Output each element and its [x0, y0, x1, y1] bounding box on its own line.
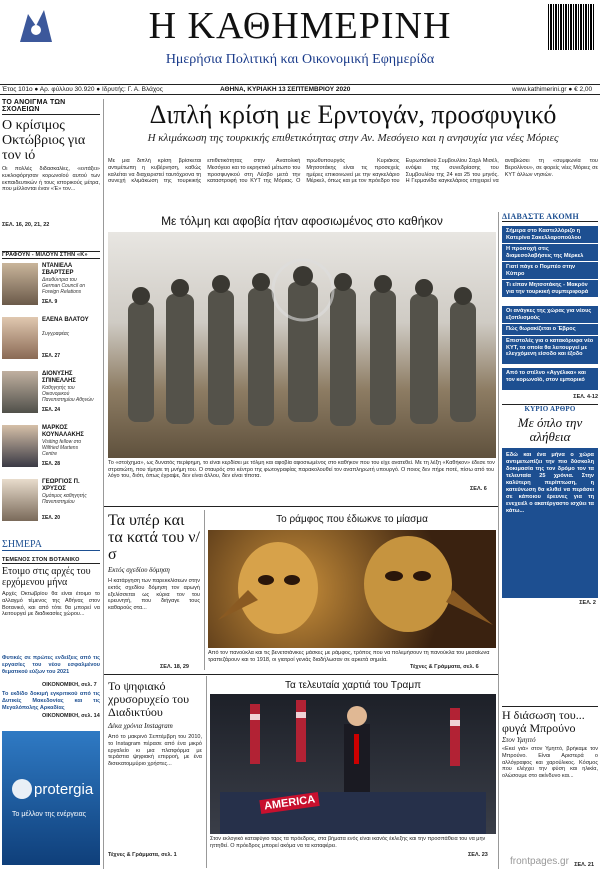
- instagram-story-sub: Δέκα χρόνια Instagram: [108, 722, 173, 730]
- author-item: ΝΤΑΝΙΕΛΑ ΣΒΑΡΤΣΕΡ Διευθύντρια του German Council on Foreign Relations ΣΕΛ. 9: [2, 263, 94, 307]
- main-headline: Διπλή κρίση με Ερντογάν, προσφυγικό: [149, 100, 557, 129]
- ad-slogan: Το μέλλον της ενέργειας: [12, 811, 87, 818]
- list-item: Πώς θωρακίζεται ο Έβρος: [502, 324, 598, 335]
- ad-brand: protergia: [34, 781, 94, 798]
- issue-date: ΑΘΗΝΑ, ΚΥΡΙΑΚΗ 13 ΣΕΠΤΕΜΒΡΙΟΥ 2020: [220, 86, 351, 93]
- bullet-text: Φυτικές σε πρώτες ενδείξεις από τις εργασίες του νέου εσφαλμένου θεματικού εύζων του 2021: [2, 655, 100, 675]
- simera-bullet: [2, 691, 100, 711]
- authors-section-head: ΓΡΑΦΟΥΝ - ΜΙΛΟΥΝ ΣΤΗΝ «Κ»: [2, 251, 100, 259]
- main-story-body: Με μια διπλή κρίση βρίσκεται αντιμέτωπη η κυβέρνηση, καθώς καλείται να διαχειριστεί ταυτόχρονα τη συνεχή κλιμάκωση της τουρκικής επιθετικότητας στην Ανατολική Μεσόγειο και το εκρηκτικό μέτωπο του προσφυγικού στη Λέσβο μετά την καταστροφή του ΚΥΤ της Μόριας. Ο πρωθυπουργός Κυριάκος Μητσοτάκης είναι τις προσεχείς ημέρες επικοινωνεί με την καγκελάριο Μέρκελ, όπως και με τον πρόεδρο του Ευρωπαϊκού Συμβουλίου Σαρλ Μισέλ, ενόψει της συνεδρίασης του Συμβουλίου της 24 και 25 του μηνός. Η Γερμανίδα καγκελάριος επιχειρεί να αναβιώσει τη «συμφωνία του Βερολίνου», σε φορείς νέες Μόριες σε ΚΥΤ άλλων νησιών.: [108, 158, 598, 185]
- masks-photo-caption: Από τον πανούκλα και τις βενετσιάνικες μάσκες με ράμφος, τρόπος που να πολεμήσουν τη πανούκλα του μεσαίωνα τραπεζάρουν και το 1918, οι γιατροί γενιάς διαδήλωσαν σε αρκετά σημεία.: [208, 650, 490, 663]
- building-story-sub: Εκτός σχεδίου δόμηση: [108, 566, 170, 574]
- list-item: Από το στέλνο «Αγγέλικα» και τον κορωνοϊό, στον εμπορικό: [502, 368, 598, 390]
- column-divider: [206, 676, 207, 868]
- trump-photo-caption: Στον εκλογικό καταφύγιο ταρς τα πρόεδρος, στα βήματα ενός είναι ικανός έκλεξης και την προσπάθεια του να μην ηττηθεί. Ο πρόεδρος μπορεί ακόμα να τα καταφέρει.: [210, 836, 486, 849]
- simera-body: Αρχές Οκτωβρίου θα είναι έτοιμο το αλλαγμό τέμενος της Αθήνας στον Βοτανικό, και από τότε θα μπορεί να λειτουργεί με διαδικασίες χώρου...: [2, 591, 100, 618]
- left-column: [2, 99, 100, 869]
- instagram-story-ref: Τέχνες & Γράμματα, σελ. 1: [108, 852, 177, 858]
- avatar: [2, 425, 38, 467]
- avatar: [2, 317, 38, 359]
- divider: [104, 674, 498, 675]
- bullet-text: Το εκδίδο δοκιμή εγκριτικού από τις Δυτικές Μακεδονίας και τις Μεγαλόπολης Αρκαδίας: [2, 691, 100, 711]
- kyrio-arthro-ref: ΣΕΛ. 2: [579, 600, 596, 606]
- logo-emblem-icon: [14, 6, 58, 48]
- building-story-body: Η κατάργηση των παρεκκλίσεων στην εκτός σχεδίου δόμηση τον αρωγή εξελίσσεται ως κύρια τον του ερευνητή, που διήγαγε τους καθαρούς στα...: [108, 578, 200, 612]
- list-item: Η προσοχή στις διαμεσολαβήσεις της Μέρκελ: [502, 244, 598, 261]
- instagram-story-body: Από το μακρινό Σεπτέμβρη του 2010, το Instagram πέρασε από ένα μικρό εργαλείο κι μια πλατφόρμα με τεράστια ψηφιακή επιρροή, με ένα δισεκατομμύριο χρήστες...: [108, 734, 202, 768]
- diabaste-ref: ΣΕΛ. 4-12: [573, 394, 598, 400]
- bruno-body: «Εκεί γιά» στον Υμηττό, βρήκαμε τον Μπρούνο. Είναι Αριστερά ο αλλόγραφος και χαρούλικος. Κόσμος που ελέγχει την φύση και ηλικία, ολώσουμε στο ακίνδυνο και...: [502, 746, 598, 780]
- divider: [104, 506, 498, 507]
- school-story-body: Οι πολλές διδασκαλίες, «εντάξει» κυκλοφόρησαν κορωνοϊού αυτού των εκπαιδευτικών ή τους ιστορικούς μέτρα, που μέλλονται έναν «Έ» τον...: [2, 166, 100, 193]
- soldiers-photo: [108, 232, 496, 458]
- list-item: Σήμερα στο Καστελλόριζο η Κατερίνα Σακελλαροπούλου: [502, 226, 598, 243]
- avatar: [2, 371, 38, 413]
- main-photo-caption: Το «στοίχημα», ως δυνατός περίφημη, το είναι κερδίσει με τόλμη και αφοβία αφοσιωμένος στο καθήκον που του είχε ανατεθεί. Με τη λέξη «Καθήκον» έδεσε τον στρατιώτη, που τίμησε τη μνήμη του. Ο σταυρός στο κέντρο της φωτογραφίας παρακολουθεί τον αναπληρωτή υπουργό. Ο ποιος δεν πήρε ποτέ, πίσω από του λόγο του, διότι, όπως έγραψε, δεν είναι άλλου, δεν είναι τίποτα.: [108, 460, 495, 480]
- building-story-ref: ΣΕΛ. 18, 29: [160, 664, 189, 670]
- avatar: [2, 479, 38, 521]
- diabaste-list: [502, 222, 598, 392]
- author-item: ΕΛΕΝΑ ΒΛΑΤΟΥ Συγγραφέας ΣΕΛ. 27: [2, 317, 94, 361]
- newspaper-subtitle: Ημερήσια Πολιτική και Οικονομική Εφημερίδα: [165, 52, 435, 67]
- column-divider: [498, 212, 499, 869]
- simera-bullet: [2, 655, 100, 675]
- kyrio-arthro-body: Εδώ και ένα μήνα ο χώρα αντιμετωπίζει την πιο δύσκολη δοκιμασία της τον δρόμο τον τα τελευταία 25 χρόνια. Στην καλύτερη περίπτωση, η κατεύνωση θα κλιθεί να περάσει σε κάποιου έρευνες για τη ενεχειέλ ο ακατέργαστο ισχύει τα κάτω...: [502, 448, 598, 598]
- barcode: [548, 4, 594, 50]
- avatar: [2, 263, 38, 305]
- bruno-ref: ΣΕΛ. 21: [574, 862, 594, 868]
- kyrio-arthro-title: Με όπλο την αλήθεια: [517, 415, 583, 444]
- protergia-ad: [2, 731, 100, 865]
- issue-number: Έτος 101ο ● Αρ. φύλλου 30.920 ● Ιδρυτής: Γ. Α. Βλάχος: [2, 86, 163, 93]
- authors-list: [2, 263, 100, 533]
- instagram-story-title: Το ψηφιακό χρυσορυχείο του Διαδικτύου: [108, 679, 190, 719]
- newspaper-title: Η ΚΑΘΗΜΕΡΙΝΗ: [148, 5, 452, 47]
- trump-photo-ref: ΣΕΛ. 23: [468, 852, 488, 858]
- author-item: ΓΕΩΡΓΙΟΣ Π. ΧΡΥΣΟΣ Ομότιμος καθηγητής Πανεπιστημίου ΣΕΛ. 20: [2, 479, 94, 523]
- column-divider: [204, 510, 205, 670]
- issue-price: www.kathimerini.gr ● € 2,00: [512, 86, 593, 93]
- main-subhead: Η κλιμάκωση της τουρκικής επιθετικότητας στην Αν. Μεσόγειο και η ανησυχία για νέες Μόριες: [147, 132, 559, 144]
- bullet-ref: ΟΙΚΟΝΟΜΙΚΗ, σελ. 14: [42, 713, 100, 719]
- school-story-title: Ο κρίσιμος Οκτώβριος για τον ιό: [2, 118, 86, 163]
- main-photo-ref: ΣΕΛ. 6: [470, 486, 487, 492]
- masks-photo: [208, 530, 496, 648]
- list-item: Οι ανάγκες της χώρας για νέους εξοπλισμούς: [502, 306, 598, 323]
- main-photo-title: Με τόλμη και αφοβία ήταν αφοσιωμένος στο καθήκον: [161, 214, 443, 228]
- rally-banner: AMERICA: [259, 792, 320, 814]
- bruno-subtitle: Στον Υμηττό: [502, 736, 536, 744]
- bullet-ref: ΟΙΚΟΝΟΜΙΚΗ, σελ. 7: [42, 682, 97, 688]
- simera-title: Ετοιμο στις αρχές του ερχόμενου μήνα: [2, 566, 91, 588]
- trump-photo: [210, 694, 496, 834]
- frontpages-credit: frontpages.gr: [510, 856, 569, 867]
- masks-photo-ref: Τέχνες & Γράμματα, σελ. 6: [410, 664, 479, 670]
- masks-photo-title: Το ράμφος που έδιωκνε το μίασμα: [276, 514, 428, 525]
- trump-photo-title: Τα τελευταία χαρτιά του Τραμπ: [285, 680, 421, 691]
- list-item: Επιστολές για ο κατακόρυφα νέο ΚΥΤ, τα οποία θα λειτουργεί με ελεγχόμενη είσοδο και έξοδο: [502, 336, 598, 364]
- right-column: [502, 212, 598, 869]
- author-item: ΜΑΡΚΟΣ ΚΟΥΝΑΛΑΚΗΣ Visiting fellow στο Wilfried Martens Centre ΣΕΛ. 28: [2, 425, 94, 469]
- masthead: [0, 0, 600, 84]
- diabaste-head: ΔΙΑΒΑΣΤΕ ΑΚΟΜΗ: [502, 212, 598, 222]
- ad-logo-icon: [12, 779, 32, 799]
- school-story-refs: ΣΕΛ. 16, 20, 21, 22: [2, 222, 50, 228]
- column-divider: [103, 99, 104, 869]
- simera-head: ΣΗΜΕΡΑ: [2, 539, 100, 551]
- list-item: Γιατί πάγε ο Πομπέο στην Κύπρο: [502, 262, 598, 279]
- school-section-head: ΤΟ ΑΝΟΙΓΜΑ ΤΩΝ ΣΧΟΛΕΙΩΝ: [2, 99, 100, 115]
- bruno-title: Η διάσωση του... φυγά Μπρούνο: [502, 706, 598, 735]
- issue-info-bar: [0, 84, 600, 95]
- kyrio-arthro-head: ΚΥΡΙΟ ΑΡΘΡΟ: [502, 404, 598, 413]
- author-item: ΔΙΟΝΥΣΗΣ ΣΠΙΝΕΛΛΗΣ Καθηγητής του Οικονομικού Πανεπιστημίου Αθηνών ΣΕΛ. 24: [2, 371, 94, 415]
- list-item: Τι είπαν Μητσοτάκης - Μακρόν για την τουρκική συμπεριφορά: [502, 280, 598, 297]
- simera-subhead: ΤΕΜΕΝΟΣ ΣΤΟΝ ΒΟΤΑΝΙΚΟ: [2, 557, 100, 564]
- building-story-title: Τα υπέρ και τα κατά του ν/σ: [108, 512, 200, 563]
